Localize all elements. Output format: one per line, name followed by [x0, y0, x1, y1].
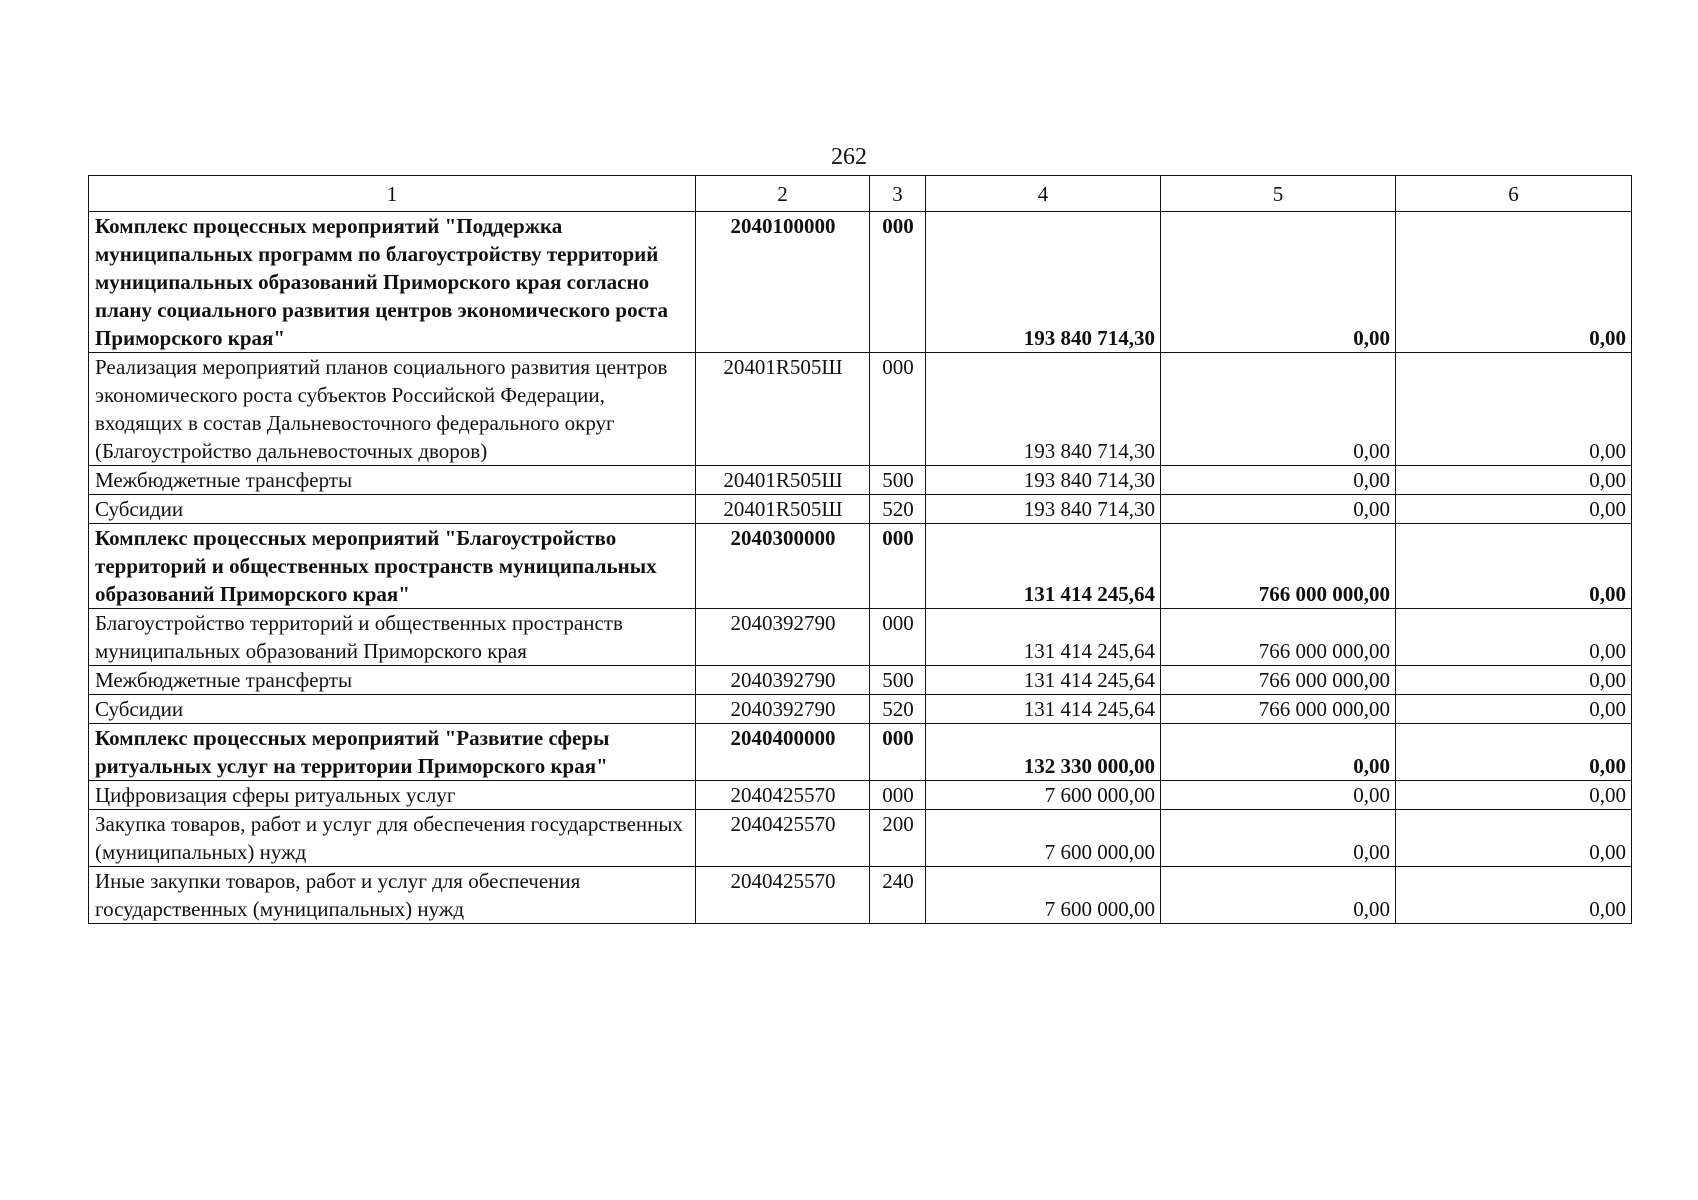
table-row [89, 353, 1632, 466]
row-expense-type: 000 [870, 353, 926, 466]
row-amount-col5: 0,00 [1161, 724, 1396, 781]
row-expense-type: 000 [870, 609, 926, 666]
row-amount-col4: 131 414 245,64 [926, 666, 1161, 695]
row-expense-type: 000 [870, 212, 926, 353]
table-row [89, 695, 1632, 724]
row-expense-type: 200 [870, 810, 926, 867]
table-row [89, 666, 1632, 695]
row-amount-col6: 0,00 [1396, 810, 1632, 867]
table-row [89, 810, 1632, 867]
row-amount-col4: 131 414 245,64 [926, 695, 1161, 724]
row-code: 2040392790 [696, 695, 870, 724]
row-amount-col6: 0,00 [1396, 609, 1632, 666]
row-description: Комплекс процессных мероприятий "Развитие сферы ритуальных услуг на территории Приморского края" [89, 724, 696, 781]
row-expense-type: 500 [870, 666, 926, 695]
row-amount-col4: 193 840 714,30 [926, 212, 1161, 353]
row-amount-col6: 0,00 [1396, 781, 1632, 810]
budget-table [88, 175, 1632, 924]
column-header: 1 [89, 176, 696, 212]
table-row [89, 781, 1632, 810]
row-amount-col4: 193 840 714,30 [926, 466, 1161, 495]
column-header: 4 [926, 176, 1161, 212]
row-expense-type: 240 [870, 867, 926, 924]
row-code: 2040425570 [696, 810, 870, 867]
row-amount-col6: 0,00 [1396, 212, 1632, 353]
row-amount-col5: 766 000 000,00 [1161, 666, 1396, 695]
row-amount-col4: 7 600 000,00 [926, 781, 1161, 810]
row-amount-col4: 131 414 245,64 [926, 524, 1161, 609]
row-expense-type: 000 [870, 781, 926, 810]
row-description: Межбюджетные трансферты [89, 666, 696, 695]
row-code: 2040400000 [696, 724, 870, 781]
row-amount-col5: 766 000 000,00 [1161, 609, 1396, 666]
row-expense-type: 000 [870, 724, 926, 781]
row-expense-type: 000 [870, 524, 926, 609]
row-code: 2040100000 [696, 212, 870, 353]
row-amount-col5: 0,00 [1161, 466, 1396, 495]
row-amount-col6: 0,00 [1396, 724, 1632, 781]
row-amount-col6: 0,00 [1396, 495, 1632, 524]
row-code: 2040392790 [696, 666, 870, 695]
table-row [89, 524, 1632, 609]
row-description: Иные закупки товаров, работ и услуг для обеспечения государственных (муниципальных) нужд [89, 867, 696, 924]
column-header: 2 [696, 176, 870, 212]
table-row [89, 724, 1632, 781]
row-amount-col5: 0,00 [1161, 353, 1396, 466]
row-code: 20401R505Ш [696, 353, 870, 466]
row-amount-col4: 7 600 000,00 [926, 867, 1161, 924]
row-amount-col5: 0,00 [1161, 867, 1396, 924]
row-amount-col4: 131 414 245,64 [926, 609, 1161, 666]
row-amount-col5: 0,00 [1161, 781, 1396, 810]
row-description: Межбюджетные трансферты [89, 466, 696, 495]
row-amount-col5: 0,00 [1161, 810, 1396, 867]
row-amount-col6: 0,00 [1396, 353, 1632, 466]
table-row [89, 609, 1632, 666]
table-row [89, 212, 1632, 353]
table-row [89, 495, 1632, 524]
page-number: 262 [831, 144, 867, 170]
row-code: 20401R505Ш [696, 466, 870, 495]
row-code: 2040300000 [696, 524, 870, 609]
row-description: Субсидии [89, 695, 696, 724]
row-amount-col6: 0,00 [1396, 466, 1632, 495]
column-header: 3 [870, 176, 926, 212]
row-amount-col6: 0,00 [1396, 695, 1632, 724]
row-amount-col4: 193 840 714,30 [926, 353, 1161, 466]
row-description: Комплекс процессных мероприятий "Поддержка муниципальных программ по благоустройству территорий муниципальных образований Приморского края согласно плану социального развития центров экономического роста Приморского края" [89, 212, 696, 353]
row-expense-type: 520 [870, 695, 926, 724]
row-amount-col4: 132 330 000,00 [926, 724, 1161, 781]
row-amount-col4: 7 600 000,00 [926, 810, 1161, 867]
row-amount-col5: 0,00 [1161, 495, 1396, 524]
column-header: 5 [1161, 176, 1396, 212]
table-row [89, 466, 1632, 495]
row-amount-col6: 0,00 [1396, 524, 1632, 609]
row-amount-col4: 193 840 714,30 [926, 495, 1161, 524]
row-description: Субсидии [89, 495, 696, 524]
row-description: Закупка товаров, работ и услуг для обеспечения государственных (муниципальных) нужд [89, 810, 696, 867]
column-header: 6 [1396, 176, 1632, 212]
row-description: Цифровизация сферы ритуальных услуг [89, 781, 696, 810]
table-row [89, 867, 1632, 924]
row-amount-col5: 0,00 [1161, 212, 1396, 353]
row-description: Комплекс процессных мероприятий "Благоустройство территорий и общественных пространств муниципальных образований Приморского края" [89, 524, 696, 609]
row-amount-col6: 0,00 [1396, 666, 1632, 695]
row-code: 2040425570 [696, 867, 870, 924]
row-description: Благоустройство территорий и общественных пространств муниципальных образований Приморского края [89, 609, 696, 666]
row-expense-type: 500 [870, 466, 926, 495]
row-expense-type: 520 [870, 495, 926, 524]
row-code: 20401R505Ш [696, 495, 870, 524]
row-code: 2040392790 [696, 609, 870, 666]
row-amount-col5: 766 000 000,00 [1161, 524, 1396, 609]
row-code: 2040425570 [696, 781, 870, 810]
row-amount-col6: 0,00 [1396, 867, 1632, 924]
row-amount-col5: 766 000 000,00 [1161, 695, 1396, 724]
table-header-row [89, 176, 1632, 212]
row-description: Реализация мероприятий планов социального развития центров экономического роста субъектов Российской Федерации, входящих в состав Дальневосточного федерального округ (Благоустройство дальневосточных дворов) [89, 353, 696, 466]
